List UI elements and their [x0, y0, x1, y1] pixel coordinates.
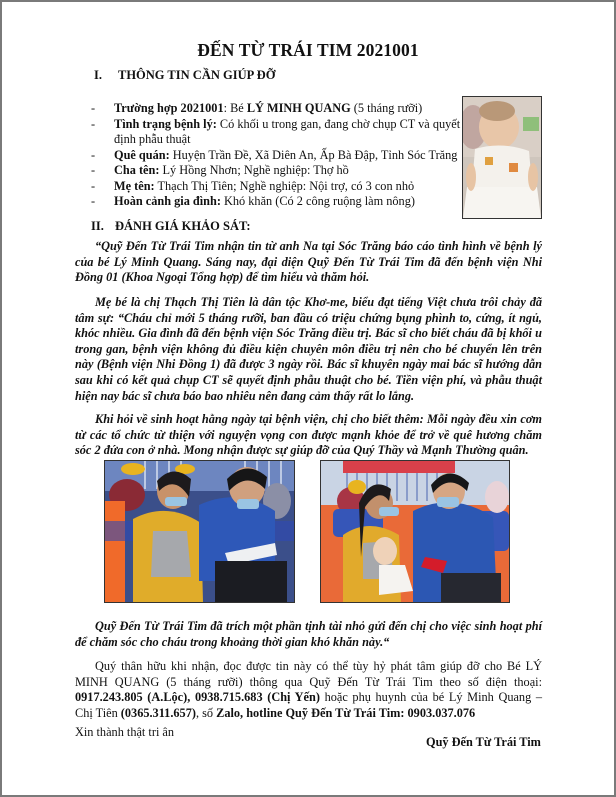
- visit-photo-1: [104, 460, 295, 603]
- visit-photo-2: [320, 460, 510, 603]
- info-label: Tình trạng bệnh lý:: [114, 116, 217, 131]
- info-label: Trường hợp 2021001: [114, 101, 224, 115]
- baby-photo: [462, 96, 542, 219]
- section-2-number: II.: [91, 219, 104, 233]
- phone-loc: 0917.243.805 (A.Lộc),: [75, 690, 191, 705]
- section-1-heading: [94, 68, 275, 83]
- info-value: Khó khăn (Có 2 công ruộng làm nông): [220, 194, 415, 208]
- section-2-title: ĐÁNH GIÁ KHẢO SÁT:: [115, 219, 251, 233]
- closing-paragraph: Quỹ Đến Từ Trái Tim đã trích một phần tịnh tài nhỏ gửi đến chị cho việc sinh hoạt phí để chăm sóc cho cháu trong khoảng thời gian khó khăn này.“: [75, 619, 542, 649]
- info-label: Mẹ tên:: [114, 178, 155, 193]
- case-info-list: [90, 101, 462, 210]
- info-item-family: - Hoàn cảnh gia đình: Khó khăn (Có 2 công ruộng làm nông): [91, 194, 415, 208]
- survey-paragraph-1: “Quỹ Đến Từ Trái Tim nhận tin từ anh Na tại Sóc Trăng báo cáo tình hình về bệnh lý của bé Lý Minh Quang. Sáng nay, đại diện Quỹ Đến Từ Trái Tim đã đến bệnh viện Nhi Đồng 01 (Khoa Ngoại Tổng hợp) để tìm hiểu và thăm hỏi.: [75, 239, 542, 285]
- survey-paragraph-2: Mẹ bé là chị Thạch Thị Tiên là dân tộc Khơ-me, biểu đạt tiếng Việt chưa trôi chảy đã tâm sự: “Cháu chỉ mới 5 tháng rưỡi, ban đầu có triệu chứng bụng phình to, cứng, ít ngủ, khóc nhiều. Gia đình đã đến bệnh viện Sóc Trăng điều trị. Bác sĩ cho biết cháu đã bị khối u trong gan, bệnh viện không đủ điều kiện chuyên môn điều trị nên cho bé chuyển lên trên này (Bệnh viện Nhi Đồng 1) đã được 3 ngày rồi. Bác sĩ khuyên ngày mai bác sĩ hướng dẫn sau khi có kết quả chụp CT sẽ quyết định phẫu thuật cho bé. Tiền viện phí, và phẫu thuật hiện nay bác sĩ chưa báo bao nhiêu nên đang cảm thấy rất lo lắng.: [75, 295, 542, 403]
- survey-paragraph-3: Khi hỏi về sinh hoạt hằng ngày tại bệnh viện, chị cho biết thêm: Mỗi ngày đều xin cơm từ các tổ chức từ thiện với nguyện vọng con được mạnh khỏe để trở về quê hương chăm sóc 2 đứa con ở nhà. Mong nhận được sự giúp đỡ của Quý Thầy và Mạnh Thường quân.: [75, 412, 542, 458]
- document-title: ĐẾN TỪ TRÁI TIM 2021001: [197, 40, 419, 60]
- phone-yen: 0938.715.683 (Chị Yến): [194, 690, 320, 705]
- donation-appeal: Quý thân hữu khi nhận, đọc được tin này có thể tùy hỷ phát tâm giúp đỡ cho Bé LÝ MINH QUANG (5 tháng rưỡi) thông qua Quỹ Đến Từ Trái Tim theo số điện thoại: 0917.243.805 (A.Lộc), 0938.715.683 (Chị Yến) hoặc phụ huynh của bé Lý Minh Quang – Chị Tiên (0365.311.657), số Zalo, hotline Quỹ Đến Từ Trái Tim: 0903.037.076: [75, 659, 543, 720]
- phone-tien: (0365.311.657): [120, 705, 196, 720]
- section-2-heading: [91, 219, 251, 234]
- info-item-mother: - Mẹ tên: Thạch Thị Tiên; Nghề nghiệp: Nội trợ, có 3 con nhỏ: [91, 178, 415, 193]
- info-value: Lý Hồng Nhơn; Nghề nghiệp: Thợ hồ: [159, 163, 349, 177]
- thanks-line: Xin thành thật tri ân: [75, 725, 175, 739]
- info-label: Hoàn cảnh gia đình:: [114, 194, 221, 208]
- signature: Quỹ Đến Từ Trái Tim: [426, 735, 541, 749]
- info-value: Có khối u trong gan, đang chờ chụp CT và quyết định phẫu thuật: [114, 116, 461, 146]
- appeal-middle: hoặc phụ huynh của bé Lý Minh Quang – Chị Tiên: [75, 690, 543, 720]
- info-value: Thạch Thị Tiên; Nghề nghiệp: Nội trợ, có 3 con nhỏ: [154, 178, 415, 193]
- patient-name: LÝ MINH QUANG: [246, 101, 351, 115]
- appeal-intro: Quý thân hữu khi nhận, đọc được tin này có thể tùy hỷ phát tâm giúp đỡ cho Bé LÝ MINH QUANG (5 tháng rưỡi) thông qua Quỹ Đến Từ Trái Tim theo số điện thoại:: [75, 659, 542, 689]
- info-item-hometown: - Quê quán: Huyện Trần Đề, Xã Diên An, Ấp Bà Đập, Tỉnh Sóc Trăng: [91, 147, 458, 162]
- info-value: Huyện Trần Đề, Xã Diên An, Ấp Bà Đập, Tỉnh Sóc Trăng: [169, 147, 458, 162]
- info-label: Quê quán:: [114, 147, 170, 162]
- section-1-number: I.: [94, 68, 102, 82]
- info-item-father: - Cha tên: Lý Hồng Nhơn; Nghề nghiệp: Thợ hồ: [91, 163, 349, 177]
- section-1-title: THÔNG TIN CẦN GIÚP ĐỠ: [118, 68, 276, 82]
- info-item-condition: - Tình trạng bệnh lý: Có khối u trong gan, đang chờ chụp CT và quyết định phẫu thuật: [91, 116, 461, 146]
- info-label: Cha tên:: [114, 163, 160, 177]
- hotline: Zalo, hotline Quỹ Đến Từ Trái Tim: 0903.037.076: [216, 705, 476, 720]
- info-item-case: - Trường hợp 2021001: Bé LÝ MINH QUANG (5 tháng rưỡi): [91, 101, 423, 115]
